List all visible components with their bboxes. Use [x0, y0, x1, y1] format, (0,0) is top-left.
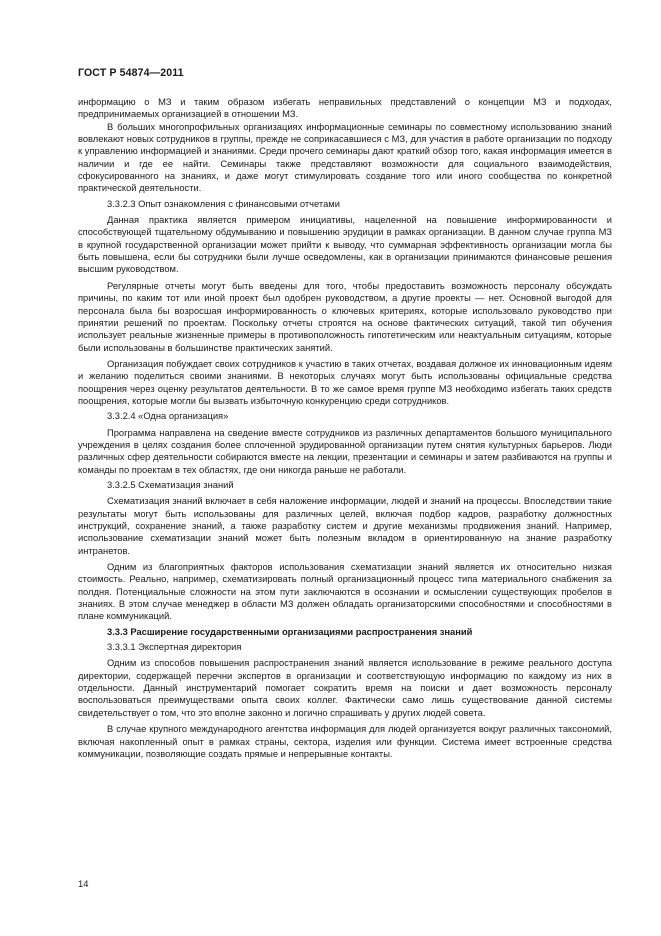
section-heading-3-3-2-3: 3.3.2.3 Опыт ознакомления с финансовыми отчетами	[107, 198, 340, 209]
paragraph: Данная практика является примером инициативы, нацеленной на повышение информированности и способствующей тщательному обдумыванию и повышению эрудиции в рамках организации. В данном случае группа МЗ в крупной государственной организации может прийти к выводу, что суммарная эффективность организации могла бы быть повышена, если бы сотрудники были лучше осведомлены, как в организации принимаются финансовые решения высшим руководством.	[78, 215, 612, 275]
paragraph: Программа направлена на сведение вместе сотрудников из различных департаментов большого муниципального учреждения в целях создания более сплоченной эрудированной организации путем снятия культурных барьеров. Люди различных сфер деятельности собираются вместе на лекции, презентации и семинары и затем разбиваются на группы и команды по проектам в тех областях, где они никогда раньше не работали.	[78, 427, 612, 475]
section-heading-3-3-3-1: 3.3.3.1 Экспертная директория	[107, 642, 242, 653]
paragraph: Одним из благоприятных факторов использования схематизации знаний является их относительно низкая стоимость. Реально, например, схематизировать полный организационный процесс типа материального снабжения за полдня. Потенциальные сложности на этом пути заключаются в осознании и осмыслении существующих пробелов в знаниях. В этом случае менеджер в области МЗ должен обладать организаторскими способностями и способностями в плане коммуникаций.	[78, 562, 612, 622]
paragraph: Регулярные отчеты могут быть введены для того, чтобы предоставить возможность персоналу обсуждать причины, по каким тот или иной проект был одобрен руководством, а другие проекты — нет. Основной выгодой для персонала была бы возросшая информированность о ключевых критериях, которые использовало руководство при принятии решений по проектам. Поскольку отчеты строятся на основе фактических ситуаций, такой тип обучения использует реальные жизненные примеры в противоположность гипотетическим или неактуальным ситуациям, которые были использованы в большинстве практических занятий.	[78, 280, 612, 353]
paragraph: информацию о МЗ и таким образом избегать неправильных представлений о концепции МЗ и подходах, предпринимаемых организацией в отношении МЗ.	[78, 97, 612, 120]
section-heading-3-3-2-5: 3.3.2.5 Схематизация знаний	[107, 479, 234, 490]
page-number: 14	[78, 878, 89, 889]
paragraph: В случае крупного международного агентства информация для людей организуется вокруг различных таксономий, включая накопленный опыт в рамках страны, сектора, изделия или функции. Система имеет встроенные средства коммуникации, позволяющие создать прямые и непрерывные контакты.	[78, 724, 612, 759]
section-heading-3-3-3: 3.3.3 Расширение государственными организациями распространения знаний	[107, 626, 473, 637]
paragraph: Одним из способов повышения распространения знаний является использование в режиме реального доступа директории, содержащей перечни экспертов в организации и соответствующую информацию по каждому из них в отдельности. Данный инструментарий помогает сократить время на поиски и дает возможность персоналу воспользоваться преимуществами опыта своих коллег. Фактически само лишь существование данной системы свидетельствует о том, что это вполне законно и логично спрашивать у других людей совета.	[78, 658, 612, 718]
paragraph: В больших многопрофильных организациях информационные семинары по совместному использованию знаний вовлекают новых сотрудников в группы, прежде не соприкасавшиеся с МЗ, для участия в работе организации по подходу к управлению информацией и знаниями. Среди прочего семинары дают краткий обзор того, какая информация имеется в наличии и где ее найти. Семинары также представляют возможности для социального взаимодействия, сфокусированного на знаниях, и даже могут стимулировать создание того или иного сообщества по конкретной практической деятельности.	[78, 121, 612, 194]
section-heading-3-3-2-4: 3.3.2.4 «Одна организация»	[107, 411, 229, 422]
paragraph: Схематизация знаний включает в себя наложение информации, людей и знаний на процессы. Впоследствии такие результаты могут быть использованы для различных целей, включая подбор кадров, разработку должностных инструкций, сохранение знаний, а также разработку систем и другие механизмы продвижения знаний. Например, использование схематизации знаний может быть полезным вкладом в ориентированную на знание разработку интранетов.	[78, 496, 612, 556]
document-standard-id: ГОСТ Р 54874—2011	[78, 67, 184, 79]
paragraph: Организация побуждает своих сотрудников к участию в таких отчетах, воздавая должное их инновационным идеям и желанию поделиться своими знаниями. В некоторых случаях могут быть использованы официальные средства поощрения через оценку результатов деятельности. В то же самое время группе МЗ необходимо избегать таких средств поощрения, которые могли бы вызвать избыточную конкуренцию среди сотрудников.	[78, 358, 612, 406]
document-body	[78, 96, 612, 760]
